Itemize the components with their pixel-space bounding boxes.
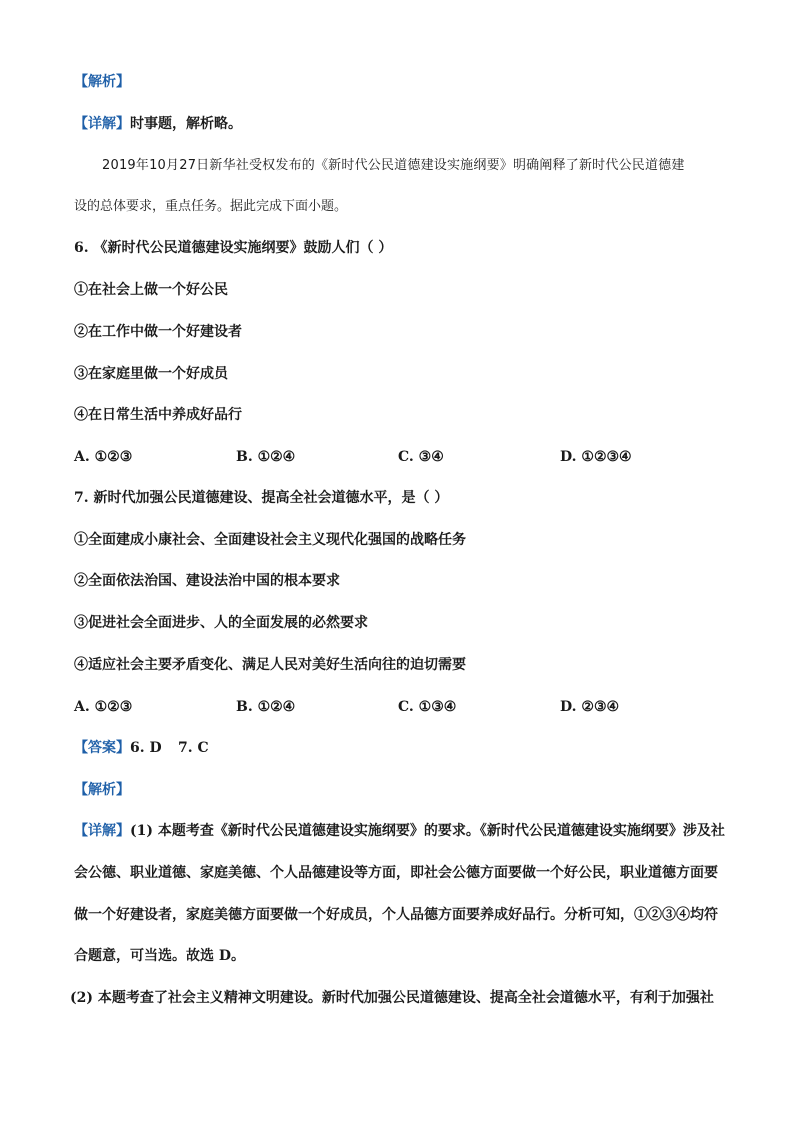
- q7-item-1: ①全面建成小康社会、全面建设社会主义现代化强国的战略任务: [74, 532, 466, 548]
- q6-item-2: ②在工作中做一个好建设者: [74, 324, 242, 340]
- detail-line-1: [74, 114, 724, 134]
- q6-choices: [74, 447, 724, 467]
- q7-choice-b: B. ①②④: [236, 699, 296, 715]
- detail-p1-text-1: (1) 本题考查《新时代公民道德建设实施纲要》的要求。《新时代公民道德建设实施纲要》涉及社: [130, 823, 725, 839]
- answer-tag: 【答案】: [74, 740, 130, 756]
- answer-line: [74, 738, 724, 758]
- q7-choice-d: D. ②③④: [560, 699, 620, 715]
- q6-choice-a: A. ①②③: [74, 449, 133, 465]
- answer-6: 6. D: [130, 740, 162, 756]
- analysis-heading-1: [74, 72, 724, 92]
- q6-choice-d: D. ①②③④: [560, 449, 632, 465]
- q7-choice-c: C. ①③④: [398, 699, 457, 715]
- detail-p1-line-1: [74, 821, 724, 841]
- answer-7: 7. C: [178, 740, 209, 756]
- q6-item-3: ③在家庭里做一个好成员: [74, 366, 228, 382]
- detail-p1-line-2: 会公德、职业道德、家庭美德、个人品德建设等方面，即社会公德方面要做一个好公民，职业道德方面要: [74, 865, 718, 881]
- q6-choice-b: B. ①②④: [236, 449, 296, 465]
- q6-item-4: ④在日常生活中养成好品行: [74, 407, 242, 423]
- q7-choices: [74, 697, 724, 717]
- q7-item-2: ②全面依法治国、建设法治中国的根本要求: [74, 573, 340, 589]
- q6-choice-c: C. ③④: [398, 449, 444, 465]
- q6-stem: 6. 《新时代公民道德建设实施纲要》鼓励人们（ ）: [74, 240, 393, 256]
- q7-choice-a: A. ①②③: [74, 699, 133, 715]
- q7-stem: 7. 新时代加强公民道德建设、提高全社会道德水平，是（ ）: [74, 490, 449, 506]
- detail-tag-2: 【详解】: [74, 823, 130, 839]
- q7-item-3: ③促进社会全面进步、人的全面发展的必然要求: [74, 615, 368, 631]
- detail-p1-line-4: 合题意，可当选。故选 D。: [74, 948, 246, 964]
- detail-p2-line-1: (2) 本题考查了社会主义精神文明建设。新时代加强公民道德建设、提高全社会道德水平，有利于加强社: [70, 990, 714, 1006]
- q6-item-1: ①在社会上做一个好公民: [74, 282, 228, 298]
- detail-text: 时事题，解析略。: [130, 116, 242, 132]
- intro-line-1: 2019年10月27日新华社受权发布的《新时代公民道德建设实施纲要》明确阐释了新时代公民道德建: [102, 158, 685, 173]
- detail-tag: 【详解】: [74, 116, 130, 132]
- analysis-tag-2: 【解析】: [74, 782, 130, 798]
- intro-line-2: 设的总体要求，重点任务。据此完成下面小题。: [74, 199, 348, 214]
- analysis-tag: 【解析】: [74, 74, 130, 90]
- analysis-heading-2: [74, 780, 724, 800]
- detail-p1-line-3: 做一个好建设者，家庭美德方面要做一个好成员，个人品德方面要养成好品行。分析可知，①②③④均符: [74, 907, 718, 923]
- q7-item-4: ④适应社会主要矛盾变化、满足人民对美好生活向往的迫切需要: [74, 657, 466, 673]
